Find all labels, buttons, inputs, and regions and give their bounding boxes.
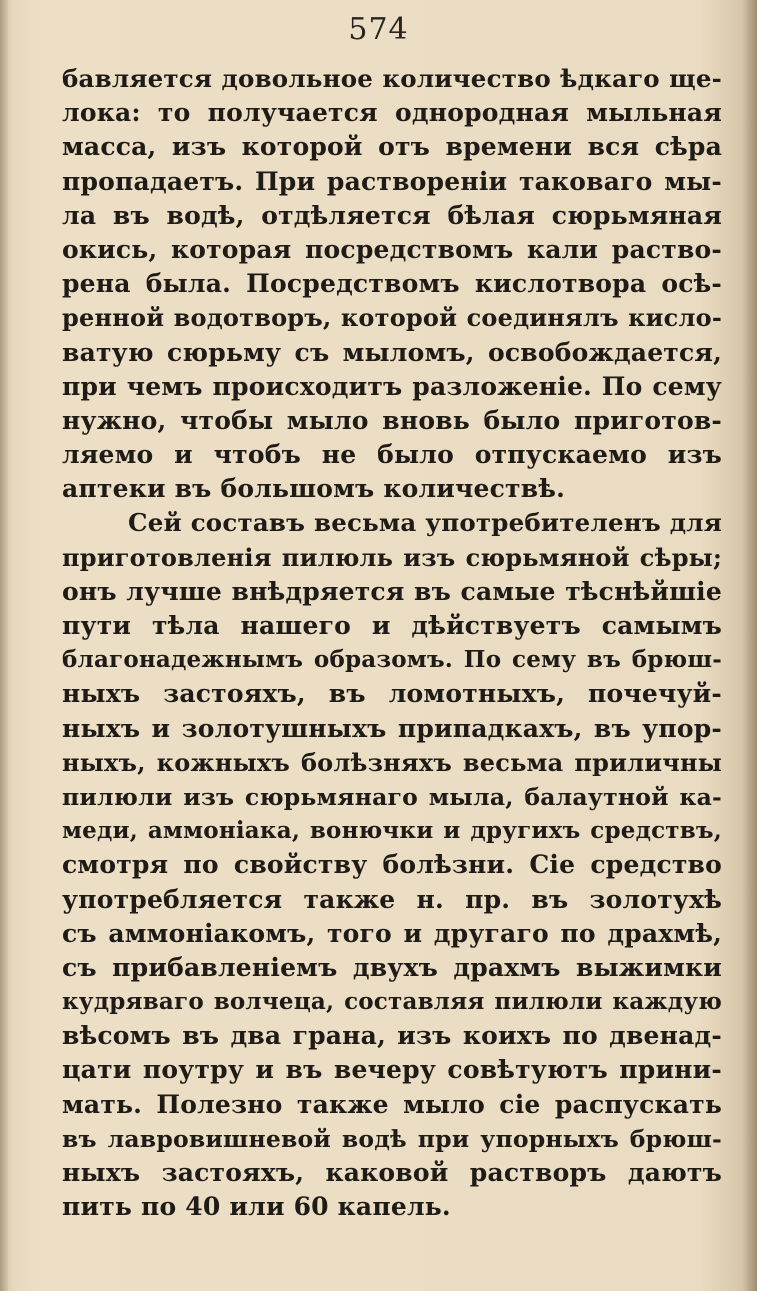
text-line: ныхъ застояхъ, въ ломотныхъ, почечуй- xyxy=(62,679,722,709)
text-line: смотря по свойству болѣзни. Сіе средство xyxy=(62,850,722,880)
paragraph-end-line: пить по 40 или 60 капель. xyxy=(62,1192,451,1222)
text-line: благонадежнымъ образомъ. По сему въ брюш- xyxy=(62,646,722,674)
text-line: пути тѣла нашего и дѣйствуетъ самымъ xyxy=(62,611,722,640)
text-line: ренной водотворъ, которой соединялъ кисло- xyxy=(62,303,722,333)
paragraph-end-line: аптеки въ большомъ количествѣ. xyxy=(62,474,565,504)
text-line: ляемо и чтобъ не было отпускаемо изъ xyxy=(62,440,722,470)
text-line: приготовленія пилюль изъ сюрьмяной сѣры; xyxy=(62,542,722,572)
text-line: окись, которая посредствомъ кали раство- xyxy=(62,234,722,264)
page-outer-edge-shadow xyxy=(743,0,757,1291)
text-line: пропадаетъ. При раствореніи таковаго мы- xyxy=(62,166,722,196)
text-line: бавляется довольное количество ѣдкаго ще- xyxy=(62,64,722,93)
text-line: при чемъ происходитъ разложеніе. По сему xyxy=(62,371,722,401)
text-line: пилюли изъ сюрьмянаго мыла, балаутной ка- xyxy=(62,782,722,811)
text-line: ныхъ застояхъ, каковой растворъ даютъ xyxy=(62,1158,722,1187)
text-line: нужно, чтобы мыло вновь было приготов- xyxy=(62,405,722,435)
text-line: употребляется также н. пр. въ золотухѣ xyxy=(62,884,722,914)
paragraph-start-line: Сей составъ весьма употребителенъ для xyxy=(128,508,722,538)
text-line: съ прибавленіемъ двухъ драхмъ выжимки xyxy=(62,952,722,982)
text-line: ныхъ и золотушныхъ припадкахъ, въ упор- xyxy=(62,713,722,743)
text-line: онъ лучше внѣдряется въ самые тѣснѣйшіе xyxy=(62,576,722,606)
text-line: меди, аммоніака, вонючки и другихъ средствъ, xyxy=(62,817,722,845)
text-line: ла въ водѣ, отдѣляется бѣлая сюрьмяная xyxy=(62,200,722,230)
page-number: 574 xyxy=(348,12,409,47)
text-line: масса, изъ которой отъ времени вся сѣра xyxy=(62,132,722,162)
text-line: мать. Полезно также мыло сіе распускать xyxy=(62,1089,722,1119)
text-line: въ лавровишневой водѣ при упорныхъ брюш- xyxy=(62,1124,722,1153)
text-line: рена была. Посредствомъ кислотвора осѣ- xyxy=(62,269,722,299)
body-text xyxy=(62,62,722,1224)
text-line: ватую сюрьму съ мыломъ, освобождается, xyxy=(62,337,722,367)
text-line: цати поутру и въ вечеру совѣтуютъ прини- xyxy=(62,1055,722,1085)
text-line: вѣсомъ въ два грана, изъ коихъ по двенад- xyxy=(62,1021,722,1051)
text-line: лока: то получается однородная мыльная xyxy=(62,98,722,128)
text-line: ныхъ, кожныхъ болѣзняхъ весьма приличны xyxy=(62,747,722,777)
text-line: съ аммоніакомъ, того и другаго по драхмѣ, xyxy=(62,918,722,948)
page-binding-edge xyxy=(0,0,8,1291)
text-line: кудряваго волчеца, составляя пилюли каждую xyxy=(62,988,722,1016)
